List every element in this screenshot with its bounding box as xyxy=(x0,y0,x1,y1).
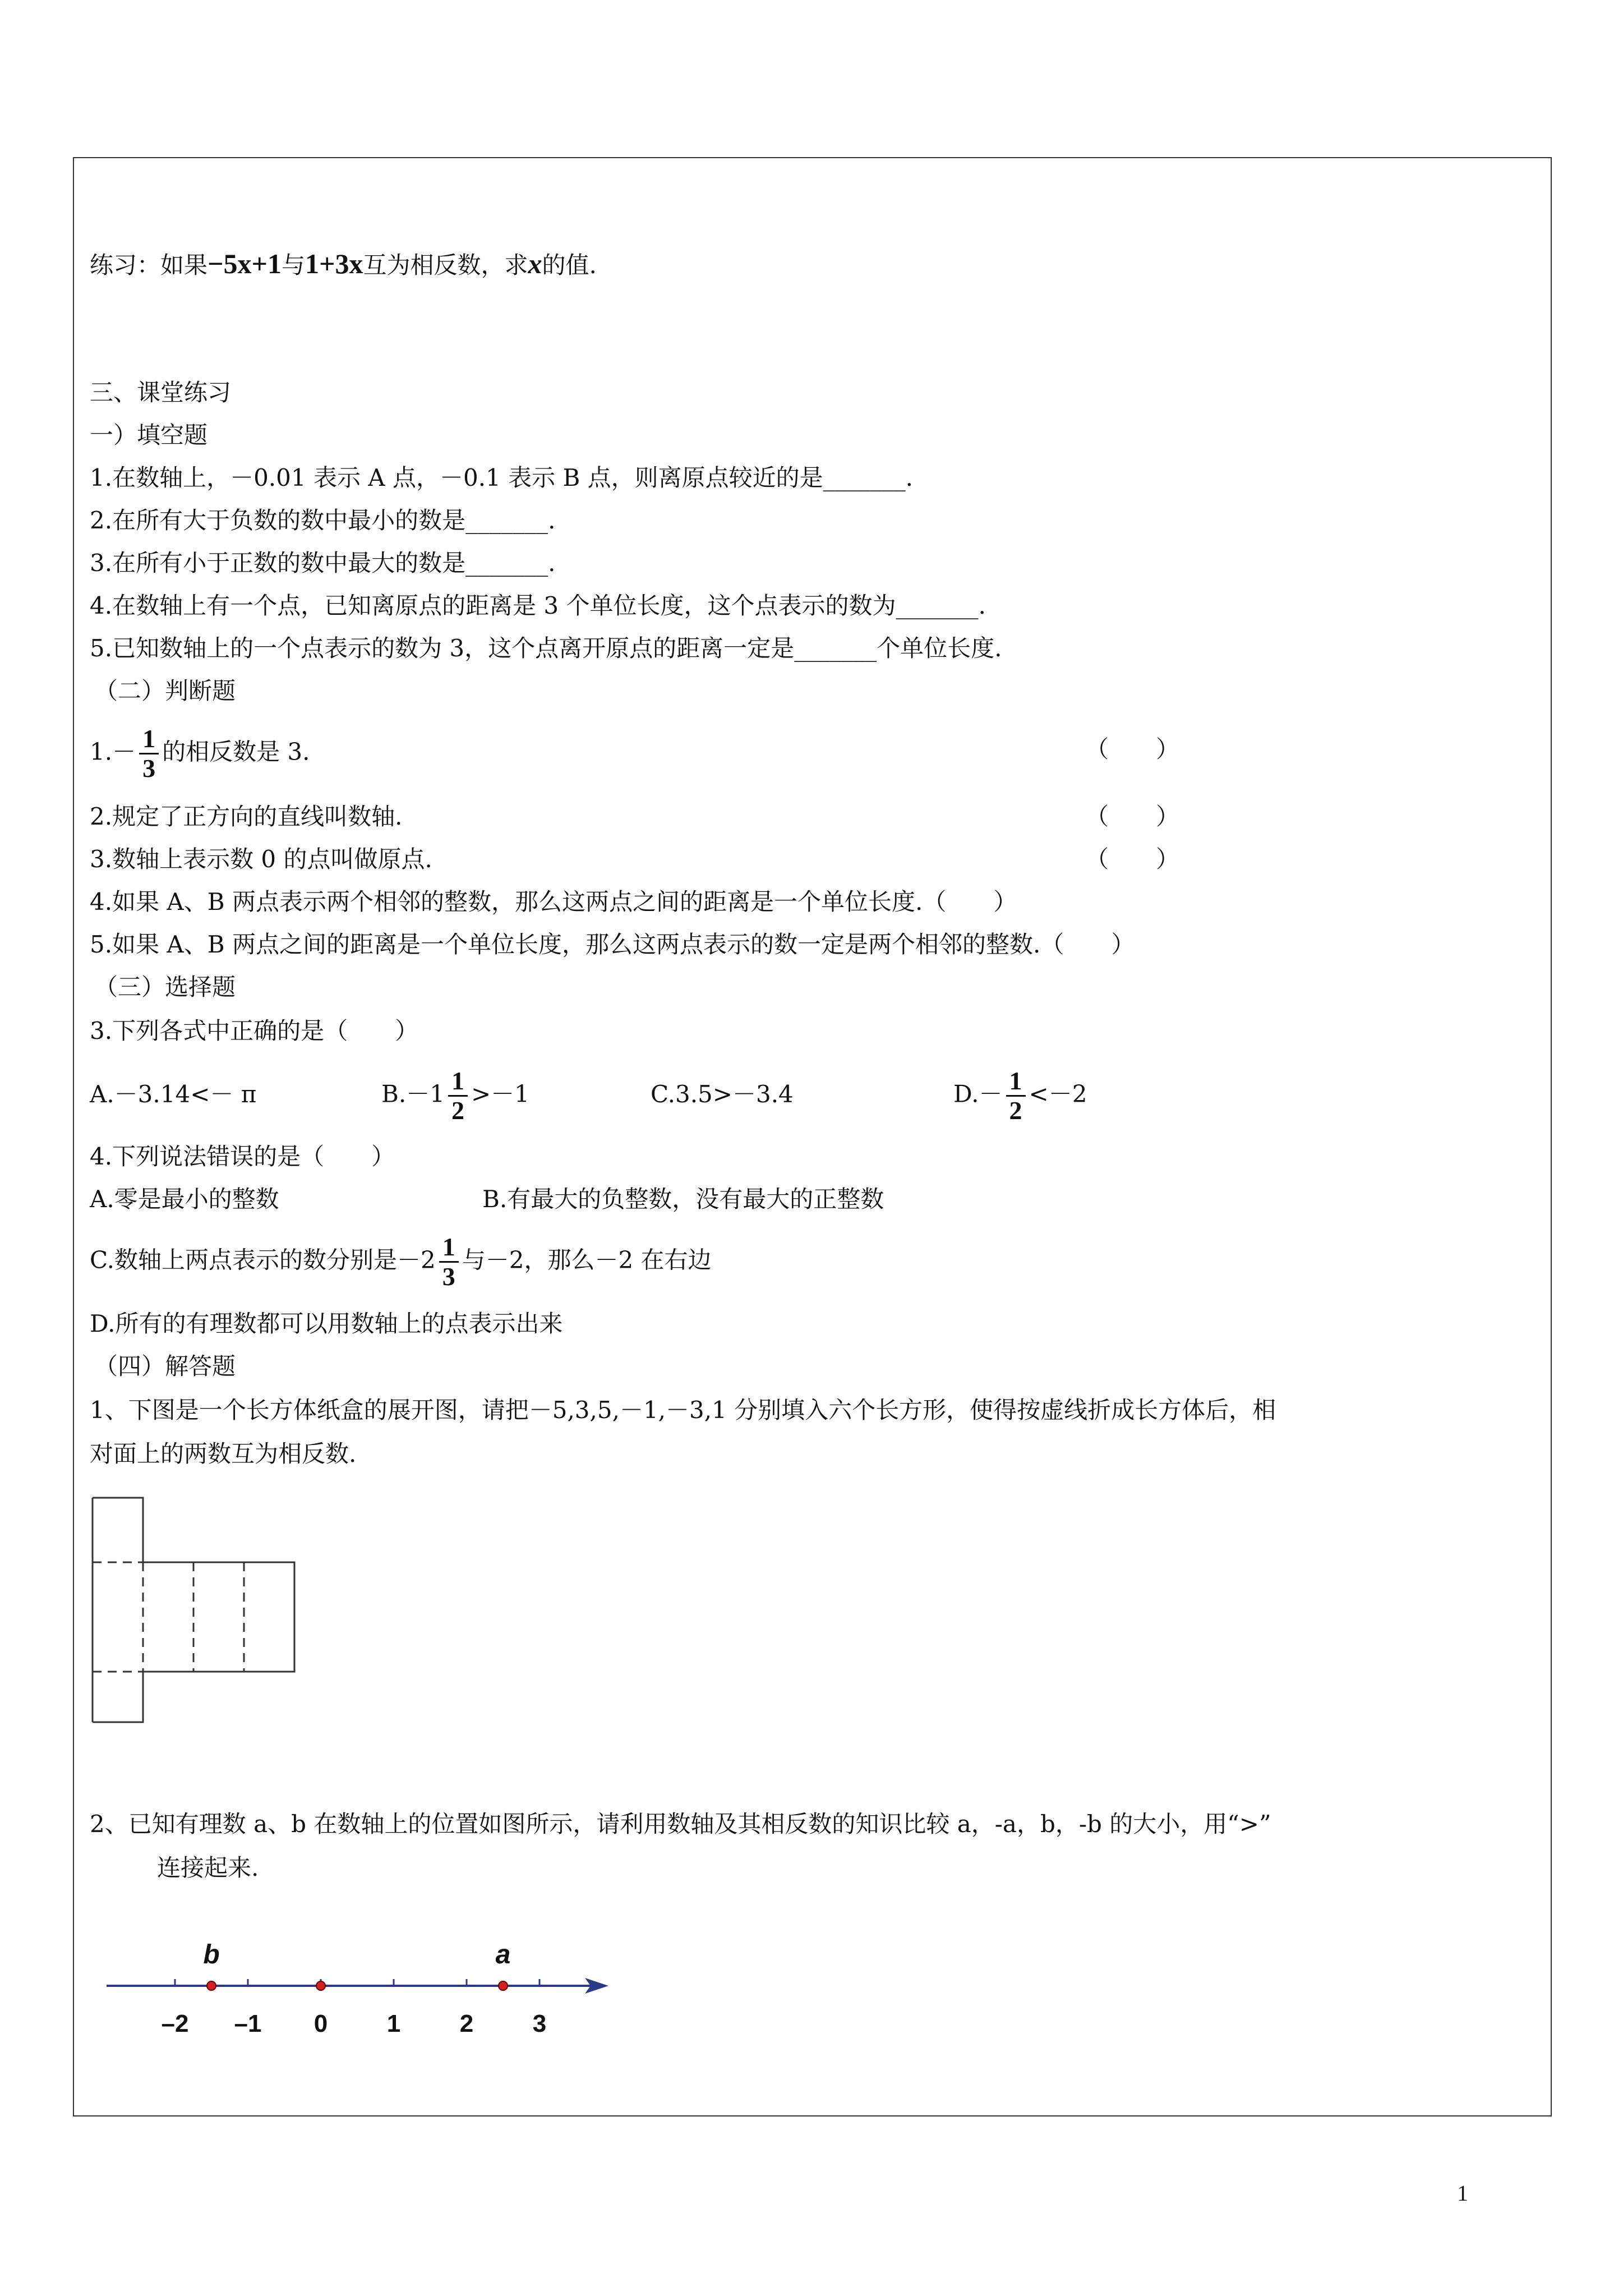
fraction-denominator: 3 xyxy=(442,1262,455,1291)
judge-1-prefix: 1.－ xyxy=(90,738,136,766)
exercise-prefix: 练习：如果 xyxy=(90,251,208,279)
fill-item-4: 4.在数轴上有一个点，已知离原点的距离是 3 个单位长度，这个点表示的数为_______. xyxy=(90,592,986,619)
fraction-denominator: 2 xyxy=(1009,1096,1022,1125)
answer-bracket-1[interactable]: （ ） xyxy=(1085,735,1180,763)
choice-q4: 4.下列说法错误的是（ ） xyxy=(90,1143,395,1170)
option-a: A.零是最小的整数 xyxy=(90,1185,279,1213)
part3-title: （三）选择题 xyxy=(94,973,236,1001)
judge-item-3: 3.数轴上表示数 0 的点叫做原点. xyxy=(90,845,432,873)
section3-title: 三、课堂练习 xyxy=(90,379,232,406)
option-a: A.－3.14<－ π xyxy=(90,1080,257,1108)
fraction-numerator: 1 xyxy=(1006,1067,1026,1097)
page-number: 1 xyxy=(1457,2180,1468,2206)
part1-title: 一）填空题 xyxy=(90,421,208,449)
fraction-one-third xyxy=(439,1233,459,1291)
solve-q2-line1: 2、已知有理数 a、b 在数轴上的位置如图所示，请利用数轴及其相反数的知识比较 a，-a，b，-b 的大小，用“>” xyxy=(90,1810,1271,1838)
choice-q4-c xyxy=(90,1233,712,1291)
tick-label: –1 xyxy=(234,2010,262,2037)
judge-item-1 xyxy=(90,725,310,783)
tick-label: 3 xyxy=(532,2010,547,2037)
fraction-one-half xyxy=(1006,1067,1026,1125)
exercise-suffix2: 的值. xyxy=(542,251,597,279)
answer-bracket-3[interactable]: （ ） xyxy=(1085,845,1180,873)
judge-item-5: 5.如果 A、B 两点之间的距离是一个单位长度，那么这两点表示的数一定是两个相邻的整数.（ ） xyxy=(90,931,1135,958)
fraction-denominator: 3 xyxy=(142,754,156,783)
solve-q1-line2: 对面上的两数互为相反数. xyxy=(90,1440,357,1467)
tick-label: 2 xyxy=(459,2010,474,2037)
exercise-expr1: −5x+1 xyxy=(208,248,282,279)
solve-q1-line1: 1、下图是一个长方体纸盒的展开图，请把－5,3,5,－1,－3,1 分别填入六个长方形，使得按虚线折成长方体后，相 xyxy=(90,1396,1276,1424)
option-b: B.有最大的负整数，没有最大的正整数 xyxy=(482,1185,884,1213)
number-line-diagram xyxy=(101,1930,628,2042)
option-c: C.3.5>－3.4 xyxy=(651,1080,794,1108)
exercise-line xyxy=(90,247,597,282)
exercise-expr2: 1+3x xyxy=(305,248,363,279)
judge-1-suffix: 的相反数是 3. xyxy=(162,738,310,766)
part4-title: （四）解答题 xyxy=(94,1352,236,1380)
net-top-panel xyxy=(93,1498,143,1562)
option-d-pre: D.－ xyxy=(953,1080,1003,1108)
tick-label: 0 xyxy=(313,2010,328,2037)
fraction-denominator: 2 xyxy=(451,1096,464,1125)
answer-bracket-2[interactable]: （ ） xyxy=(1085,803,1180,830)
fill-item-3: 3.在所有小于正数的数中最大的数是_______. xyxy=(90,549,556,577)
point-a xyxy=(499,1981,508,1990)
fill-item-1: 1.在数轴上，－0.01 表示 A 点，－0.1 表示 B 点，则离原点较近的是_______. xyxy=(90,464,914,491)
solve-q2-line2: 连接起来. xyxy=(157,1854,259,1881)
choice-q3-options xyxy=(90,1067,1087,1125)
fraction-numerator: 1 xyxy=(139,725,159,754)
tick-label: –2 xyxy=(161,2010,189,2037)
tick-label: 1 xyxy=(386,2010,401,2037)
point-b-label: b xyxy=(203,1940,220,1970)
choice-q4-ab xyxy=(90,1182,884,1216)
fraction-numerator: 1 xyxy=(448,1067,468,1097)
net-middle-row xyxy=(143,1562,294,1672)
judge-item-2: 2.规定了正方向的直线叫数轴. xyxy=(90,803,403,830)
choice-q4-d: D.所有的有理数都可以用数轴上的点表示出来 xyxy=(90,1310,563,1337)
option-c-post: 与－2，那么－2 在右边 xyxy=(462,1246,712,1274)
fraction-one-third xyxy=(139,725,159,783)
option-d-post: <－2 xyxy=(1029,1080,1087,1108)
point-b xyxy=(207,1981,216,1990)
exercise-mid: 与 xyxy=(282,251,306,279)
option-b xyxy=(381,1067,651,1125)
exercise-suffix1: 互为相反数，求 xyxy=(363,251,528,279)
choice-q3: 3.下列各式中正确的是（ ） xyxy=(90,1017,419,1045)
fraction-one-half xyxy=(448,1067,468,1125)
judge-item-4: 4.如果 A、B 两点表示两个相邻的整数，那么这两点之间的距离是一个单位长度.（ ） xyxy=(90,888,1017,915)
exercise-var: x xyxy=(528,248,542,279)
fill-item-5: 5.已知数轴上的一个点表示的数为 3，这个点离开原点的距离一定是_______个单位长度. xyxy=(90,634,1002,662)
option-b-pre: B.－1 xyxy=(381,1080,445,1108)
option-d xyxy=(953,1067,1087,1125)
option-b-post: >－1 xyxy=(471,1080,529,1108)
origin-point xyxy=(316,1981,325,1990)
fraction-numerator: 1 xyxy=(439,1233,459,1263)
box-net-diagram xyxy=(84,1492,308,1728)
point-a-label: a xyxy=(495,1940,511,1970)
option-c-pre: C.数轴上两点表示的数分别是－2 xyxy=(90,1246,436,1274)
part2-title: （二）判断题 xyxy=(94,677,236,705)
fill-item-2: 2.在所有大于负数的数中最小的数是_______. xyxy=(90,507,556,534)
net-bottom-panel xyxy=(93,1672,143,1722)
